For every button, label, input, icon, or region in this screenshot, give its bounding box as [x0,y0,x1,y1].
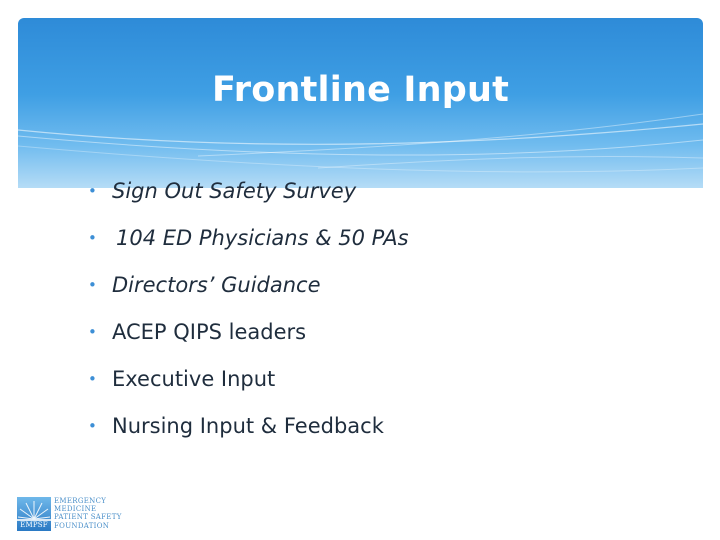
bullet-dot: • [88,417,97,435]
bullet-dot: • [88,182,97,200]
empsf-logo [17,497,157,533]
bullet-text: Sign Out Safety Survey [112,179,357,203]
bullet-text: ACEP QIPS leaders [112,320,307,344]
bullet-dot: • [88,370,97,388]
logo-wordmark [54,497,122,530]
bullet-text: Nursing Input & Feedback [112,414,384,438]
bullet-text: Executive Input [112,367,276,391]
logo-line: FOUNDATION [54,521,110,530]
bullet-dot: • [88,323,97,341]
bullet-dot: • [88,276,97,294]
logo-line: EMERGENCY [54,497,107,505]
slide-title: Frontline Input [211,70,510,110]
logo-line: PATIENT SAFETY [54,513,122,522]
bullet-text: Directors’ Guidance [112,273,321,297]
bullet-dot: • [88,229,97,247]
logo-abbreviation: EMPSF [20,521,48,529]
title-banner [18,18,703,188]
sunrise-logo-icon [17,497,51,531]
bullet-text: 104 ED Physicians & 50 PAs [116,226,409,250]
logo-line: MEDICINE [54,505,97,514]
